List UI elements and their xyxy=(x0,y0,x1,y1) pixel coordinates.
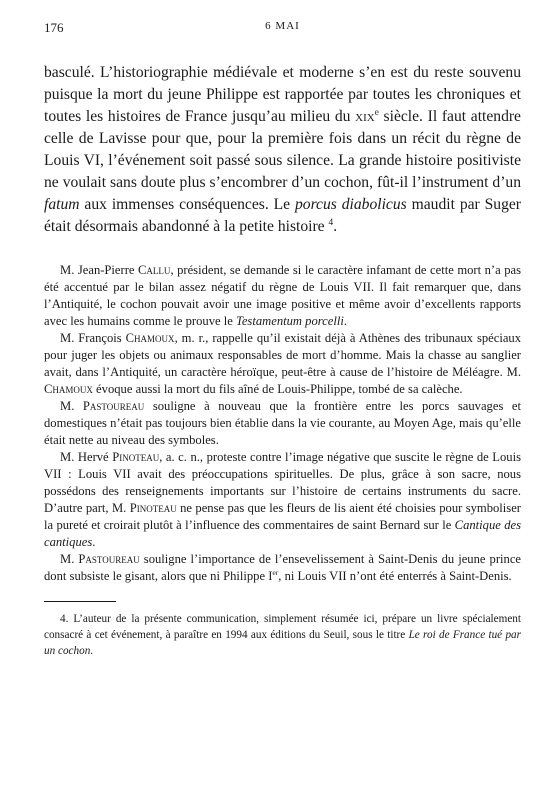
text-run: . xyxy=(90,645,94,657)
text-run: , ni Louis VII n’ont été enterrés à Saint-Denis. xyxy=(278,569,512,583)
text-run: basculé. L’historiographie médiévale et moderne s’en est du reste souvenu puisque la mort du jeune Philippe est rapportée par toutes les chroniques et toutes les histoires de France jusqu’au milieu du xyxy=(44,64,521,125)
page xyxy=(44,20,521,659)
speaker-name: Pinoteau xyxy=(112,450,160,464)
text-run: maudit par Suger était désormais abandonné à la petite histoire xyxy=(44,196,522,235)
main-paragraph xyxy=(44,62,521,238)
text-run: . xyxy=(333,218,338,235)
text-run: évoque aussi la mort du fils aîné de Louis-Philippe, tombé de sa calèche. xyxy=(92,382,463,396)
main-text xyxy=(44,62,521,238)
speaker-name: Pastoureau xyxy=(82,399,145,413)
discussion-paragraph xyxy=(44,398,521,449)
running-title: 6 MAI xyxy=(265,20,300,32)
speaker-name: Pastoureau xyxy=(78,552,140,566)
italic-title: Le roi de France tué par un cochon xyxy=(44,629,521,657)
century-superscript: e xyxy=(374,107,379,118)
discussion-paragraph xyxy=(44,330,521,398)
text-run: M. xyxy=(60,552,79,566)
italic-term: porcus diabolicus xyxy=(294,196,407,213)
speaker-name: Callu xyxy=(138,263,171,277)
speaker-name: Pinoteau xyxy=(129,501,177,515)
text-run: souligne l’importance de l’ensevelissement à Saint-Denis du jeune prince dont subsiste le gisant, alors que ni Philippe I xyxy=(44,552,522,583)
text-run: ne pense pas que les fleurs de lis aient été choisies pour symboliser la pureté et croirait plutôt à l’influence des commentaires de saint Bernard sur le xyxy=(44,501,521,532)
discussion xyxy=(44,262,521,585)
text-run: , m. r., rappelle qu’il existait déjà à Athènes des tribunaux spéciaux pour juger les objets ou animaux responsables de mort d’homme. Mais la chasse au sanglier avait, dans l’Antiquité, un caractère héroïque, peut-être à cause de l’histoire de Méléagre. M. xyxy=(44,331,521,379)
text-run: , président, se demande si le caractère infamant de cette mort n’a pas été accentué par le bilan assez négatif du règne de Louis VII. Il fait remarquer que, dans l’Antiquité, le cochon pouvait avoir une image positive et même avoir d’excellents rapports avec les humains comme le prouve le xyxy=(44,263,521,328)
ordinal-superscript: er xyxy=(272,567,279,577)
speaker-name: Chamoux xyxy=(125,331,175,345)
text-run: M. Jean-Pierre xyxy=(60,263,139,277)
text-run: souligne à nouveau que la frontière entre les porcs sauvages et domestiques n’était pas toujours bien établie dans la vie courante, au Moyen Age, mais qu’elle était nette au niveau des symboles. xyxy=(44,399,521,447)
text-run: M. xyxy=(60,399,83,413)
text-run: M. François xyxy=(60,331,126,345)
italic-title: Cantique des cantiques xyxy=(44,518,521,549)
footnote-rule xyxy=(44,601,116,602)
text-run: . xyxy=(92,535,96,549)
text-run: M. Hervé xyxy=(60,450,113,464)
italic-title: Testamentum porcelli xyxy=(236,314,344,328)
text-run: siècle. Il faut attendre celle de Lavisse pour que, pour la première fois dans un récit du règne de Louis VI, l’événement soit passé sous silence. La grande histoire positiviste ne voulait sans doute plus s’encombrer d’un cochon, fût-il l’instrument d’un xyxy=(44,108,521,191)
discussion-paragraph xyxy=(44,551,521,585)
footnote-ref[interactable]: 4 xyxy=(328,217,334,228)
running-head xyxy=(44,20,521,42)
page-number: 176 xyxy=(44,20,64,35)
speaker-name: Chamoux xyxy=(44,382,93,396)
text-run: , a. c. n., proteste contre l’image négative que suscite le règne de Louis VII : Louis VII avait des préoccupations spirituelles. De plus, grâce à son sacre, nous possédons des renseignements importants sur l’histoire de certains instruments du sacre. D’autre part, M. xyxy=(44,450,521,515)
text-run: . xyxy=(343,314,348,328)
text-run: aux immenses conséquences. Le xyxy=(79,196,295,213)
century-numeral: xix xyxy=(355,108,375,125)
discussion-paragraph xyxy=(44,262,521,330)
italic-term: fatum xyxy=(44,196,80,213)
text-run: 4. L’auteur de la présente communication, simplement résumée ici, prépare un livre spécialement consacré à cet événement, à paraître en 1994 aux éditions du Seuil, sous le titre xyxy=(44,613,521,641)
footnote xyxy=(44,611,521,659)
discussion-paragraph xyxy=(44,449,521,551)
